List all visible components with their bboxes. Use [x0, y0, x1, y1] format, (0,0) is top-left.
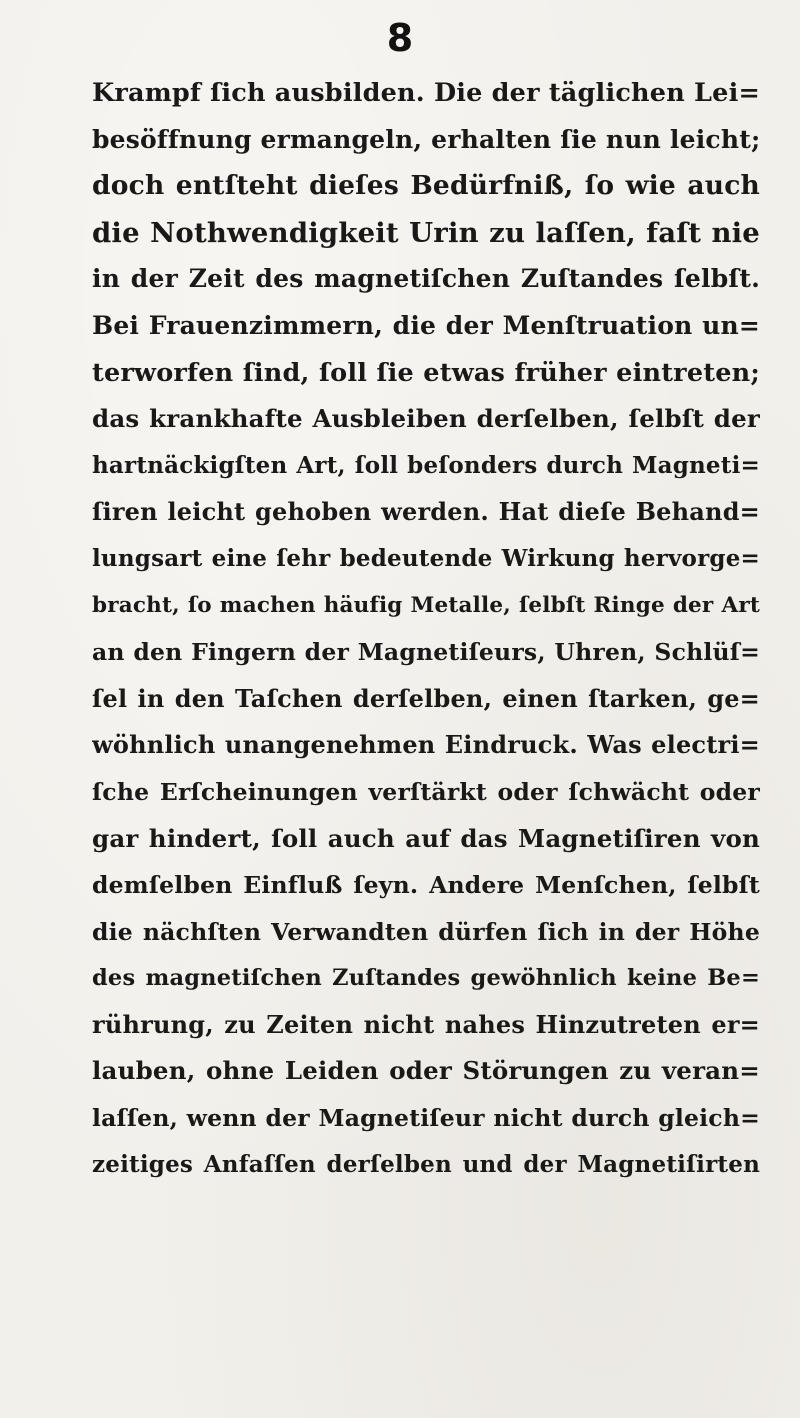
text-line: lauben, ohne Leiden oder Störungen zu veran=	[92, 1056, 760, 1086]
body-text	[92, 70, 760, 1188]
text-line: gar hindert, ſoll auch auf das Magnetiſiren von	[92, 823, 760, 853]
text-line: hartnäckigſten Art, ſoll beſonders durch Magneti=	[92, 451, 760, 479]
text-line: ſiren leicht gehoben werden. Hat dieſe Behand=	[92, 497, 760, 527]
text-line: das krankhafte Ausbleiben derſelben, ſelbſt der	[92, 404, 760, 434]
text-line: Krampf ſich ausbilden. Die der täglichen Lei=	[92, 78, 760, 108]
text-line: bracht, ſo machen häufig Metalle, ſelbſt Ringe der Art	[92, 592, 760, 618]
text-line: Bei Frauenzimmern, die der Menſtruation un=	[92, 310, 760, 340]
text-line: die nächſten Verwandten dürfen ſich in der Höhe	[92, 917, 760, 946]
text-line: ſel in den Taſchen derſelben, einen ſtarken, ge=	[92, 683, 760, 713]
text-line: wöhnlich unangenehmen Eindruck. Was electri=	[92, 730, 760, 760]
text-line: lungsart eine ſehr bedeutende Wirkung hervorge=	[92, 544, 760, 572]
text-line: besöffnung ermangeln, erhalten ſie nun leicht;	[92, 124, 760, 154]
text-line: demſelben Einfluß ſeyn. Andere Menſchen, ſelbſt	[92, 871, 760, 900]
text-line: terworfen ſind, ſoll ſie etwas früher eintreten;	[92, 357, 760, 388]
text-line: ſche Erſcheinungen verſtärkt oder ſchwächt oder	[92, 777, 760, 806]
text-line: zeitiges Anfaſſen derſelben und der Magnetiſirten	[92, 1150, 760, 1178]
text-line: laſſen, wenn der Magnetiſeur nicht durch gleich=	[92, 1104, 760, 1133]
text-line: die Nothwendigkeit Urin zu laſſen, faſt nie	[92, 216, 760, 249]
page-number: 8	[386, 16, 414, 60]
text-line: des magnetiſchen Zuſtandes gewöhnlich keine Be=	[92, 965, 760, 992]
text-line: an den Fingern der Magnetiſeurs, Uhren, Schlüſ=	[92, 638, 760, 667]
text-line: doch entſteht dieſes Bedürfniß, ſo wie auch	[92, 170, 760, 202]
text-line: rührung, zu Zeiten nicht nahes Hinzutreten er=	[92, 1009, 760, 1039]
text-line: in der Zeit des magnetiſchen Zuſtandes ſelbſt.	[92, 264, 760, 294]
